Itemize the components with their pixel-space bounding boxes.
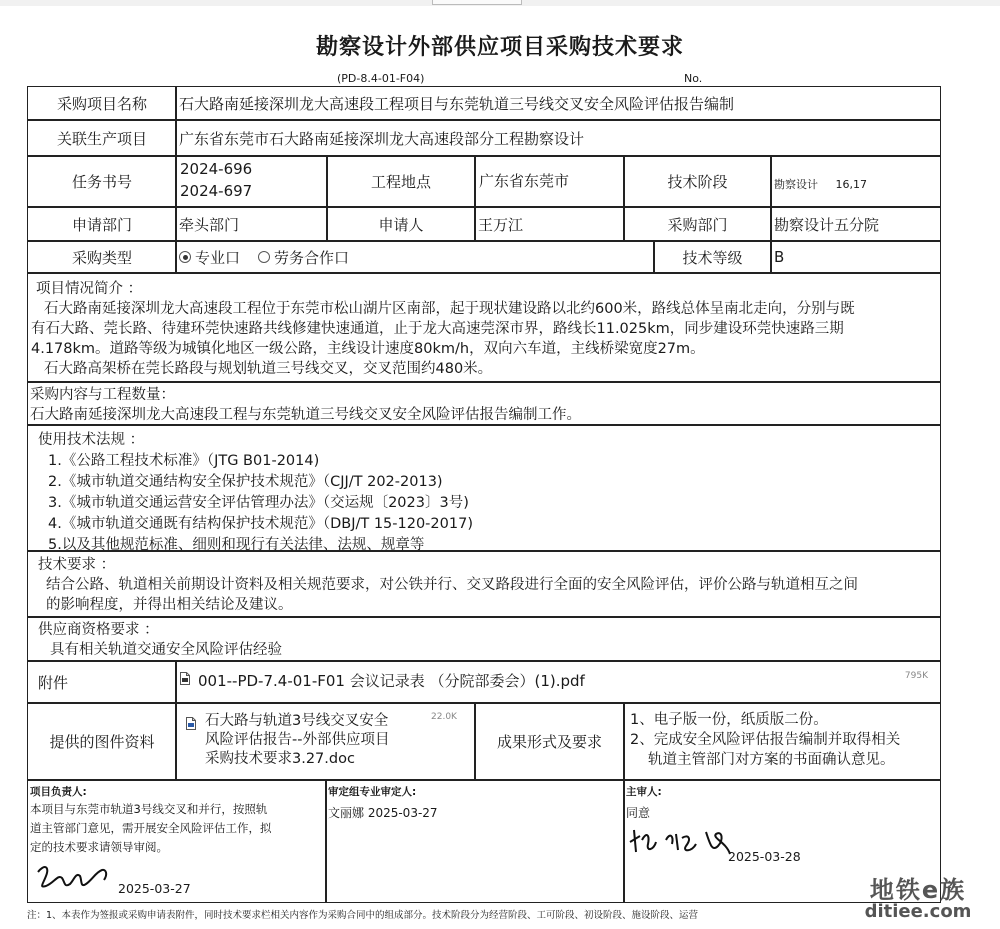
purchase-dept-label: 采购部门 (623, 206, 772, 242)
watermark-title: 地铁e族 (869, 876, 967, 904)
provided-label: 提供的图件资料 (27, 702, 177, 781)
tech-stage-text: 勘察设计 (774, 178, 818, 191)
overview-line-3: 4.178km。道路等级为城镇化地区一级公路，主线设计速度80km/h，双向六车道，主线桥梁宽度27m。 (31, 341, 705, 357)
task-number-value (175, 155, 328, 208)
reviewer-label: 审定组专业审定人: (328, 786, 417, 798)
tech-stage-value (770, 155, 941, 208)
result-req-2b: 轨道主管部门对方案的书面确认意见。 (648, 752, 895, 768)
location-value: 广东省东莞市 (474, 155, 625, 208)
content-text: 石大路南延接深圳龙大高速段工程与东莞轨道三号线交叉安全风险评估报告编制工作。 (30, 407, 581, 423)
footnote: 注：1、本表作为签报或采购申请表附件，同时技术要求栏相关内容作为采购合同中的组成部分。技术阶段分为经营阶段、工可阶段、初设阶段、施设阶段、运营 (27, 910, 699, 921)
applicant-label: 申请人 (326, 206, 476, 242)
leader-label: 项目负责人: (30, 786, 87, 798)
scroll-tab[interactable] (432, 0, 522, 5)
attachment-value (175, 660, 941, 704)
standard-item-4: 4.《城市轨道交通既有结构保护技术规范》（DBJ/T 15-120-2017) (48, 516, 473, 532)
attachment-file-link[interactable]: 001--PD-7.4-01-F01 会议记录表 （分院部委会）(1).pdf (198, 672, 585, 690)
form-code: (PD-8.4-01-F04) (337, 72, 425, 85)
overview-line-4: 石大路高架桥在莞长路段与规划轨道三号线交叉，交叉范围约480米。 (44, 361, 493, 377)
supplier-text: 具有相关轨道交通安全风险评估经验 (50, 642, 282, 658)
overview-line-2: 有石大路、莞长路、待建环莞快速路共线修建快速通道，止于龙大高速莞深市界，路线长11.025km，同步建设环莞快速路三期 (31, 321, 844, 337)
standard-item-2: 2.《城市轨道交通结构安全保护技术规范》（CJJ/T 202-2013) (48, 474, 443, 490)
tech-level-value: B (770, 240, 941, 274)
radio-professional-label: 专业口 (195, 248, 241, 267)
supplier-section (27, 616, 941, 662)
watermark-url: ditiee.com (864, 901, 972, 922)
content-heading: 采购内容与工程数量： (30, 387, 175, 403)
standard-item-3: 3.《城市轨道交通运营安全评估管理办法》（交运规〔2023〕3号) (48, 495, 469, 511)
standard-item-1: 1.《公路工程技术标准》（JTG B01-2014) (48, 453, 320, 469)
purchase-dept-value: 勘察设计五分院 (770, 206, 941, 242)
radio-labor[interactable] (258, 251, 270, 263)
result-req-1: 1、电子版一份，纸质版二份。 (630, 712, 828, 728)
leader-comment-2: 道主管部门意见，需开展安全风险评估工作，拟 (30, 821, 272, 835)
standard-item-5: 5.以及其他规范标准、细则和现行有关法律、法规、规章等 (48, 537, 425, 553)
related-project-value: 广东省东莞市石大路南延接深圳龙大高速段部分工程勘察设计 (175, 119, 941, 157)
purchase-type-options (175, 240, 655, 274)
leader-comment-1: 本项目与东莞市轨道3号线交叉和并行，按照轨 (30, 802, 268, 816)
reviewer-name-date: 文丽娜 2025-03-27 (328, 806, 438, 820)
overview-line-1: 石大路南延接深圳龙大高速段工程位于东莞市松山湖片区南部，起于现状建设路以北约600米，路线总体呈南北走向，分别与既 (44, 301, 855, 317)
purchase-type-label: 采购类型 (27, 240, 177, 274)
provided-value (175, 702, 476, 781)
department-label: 申请部门 (27, 206, 177, 242)
provided-file-size: 22.0K (431, 712, 457, 722)
leader-comment (30, 800, 326, 857)
result-value (623, 702, 941, 781)
leader-date: 2025-03-27 (118, 881, 191, 896)
content-section (27, 381, 941, 426)
chief-label: 主审人: (626, 786, 662, 798)
no-label: No. (684, 72, 703, 85)
supplier-heading: 供应商资格要求 ： (38, 622, 159, 638)
related-project-label: 关联生产项目 (27, 119, 177, 157)
page-title: 勘察设计外部供应项目采购技术要求 (315, 35, 684, 60)
location-label: 工程地点 (326, 155, 476, 208)
task-number-1: 2024-696 (180, 160, 253, 178)
pdf-file-icon (180, 672, 190, 685)
tech-req-heading: 技术要求 ： (38, 557, 116, 573)
leader-comment-3: 定的技术要求请领导审阅。 (30, 840, 168, 854)
tech-level-label: 技术等级 (653, 240, 772, 274)
project-name-label: 采购项目名称 (27, 86, 177, 121)
standards-heading: 使用技术法规 ： (38, 432, 145, 448)
task-number-label: 任务书号 (27, 155, 177, 208)
attachment-size: 795K (904, 671, 928, 681)
radio-professional[interactable] (179, 251, 191, 263)
result-req-2a: 2、完成安全风险评估报告编制并取得相关 (630, 732, 901, 748)
result-label: 成果形式及要求 (474, 702, 625, 781)
tech-req-line-1: 结合公路、轨道相关前期设计资料及相关规范要求，对公铁并行、交叉路段进行全面的安全风险评估，评价公路与轨道相互之间 (46, 577, 858, 593)
overview-section (27, 272, 941, 383)
provided-file-line-2: 风险评估报告--外部供应项目 (205, 732, 390, 748)
reviewer-sign-section (325, 779, 625, 903)
radio-labor-label: 劳务合作口 (274, 248, 350, 267)
doc-file-icon (186, 717, 196, 730)
applicant-value: 王万江 (474, 206, 625, 242)
chief-opinion: 同意 (626, 806, 651, 820)
standards-section (27, 424, 941, 552)
overview-heading: 项目情况简介 ： (36, 281, 143, 297)
tech-req-line-2: 的影响程度，并得出相关结论及建议。 (46, 597, 293, 613)
watermark-brand (843, 870, 993, 922)
tech-req-section (27, 550, 941, 618)
department-value: 牵头部门 (175, 206, 328, 242)
provided-file-line-3: 采购技术要求3.27.doc (205, 751, 355, 767)
task-number-2: 2024-697 (180, 182, 253, 200)
provided-file-link[interactable] (205, 712, 389, 769)
project-name-value: 石大路南延接深圳龙大高速段工程项目与东莞轨道三号线交叉安全风险评估报告编制 (175, 86, 941, 121)
provided-file-line-1: 石大路与轨道3号线交叉安全 (205, 713, 389, 729)
chief-date: 2025-03-28 (728, 849, 801, 864)
leader-signature (34, 858, 114, 894)
tech-stage-label: 技术阶段 (623, 155, 772, 208)
attachment-label: 附件 (27, 660, 177, 704)
leader-sign-section (27, 779, 327, 903)
tech-stage-number: 16,17 (835, 178, 867, 191)
